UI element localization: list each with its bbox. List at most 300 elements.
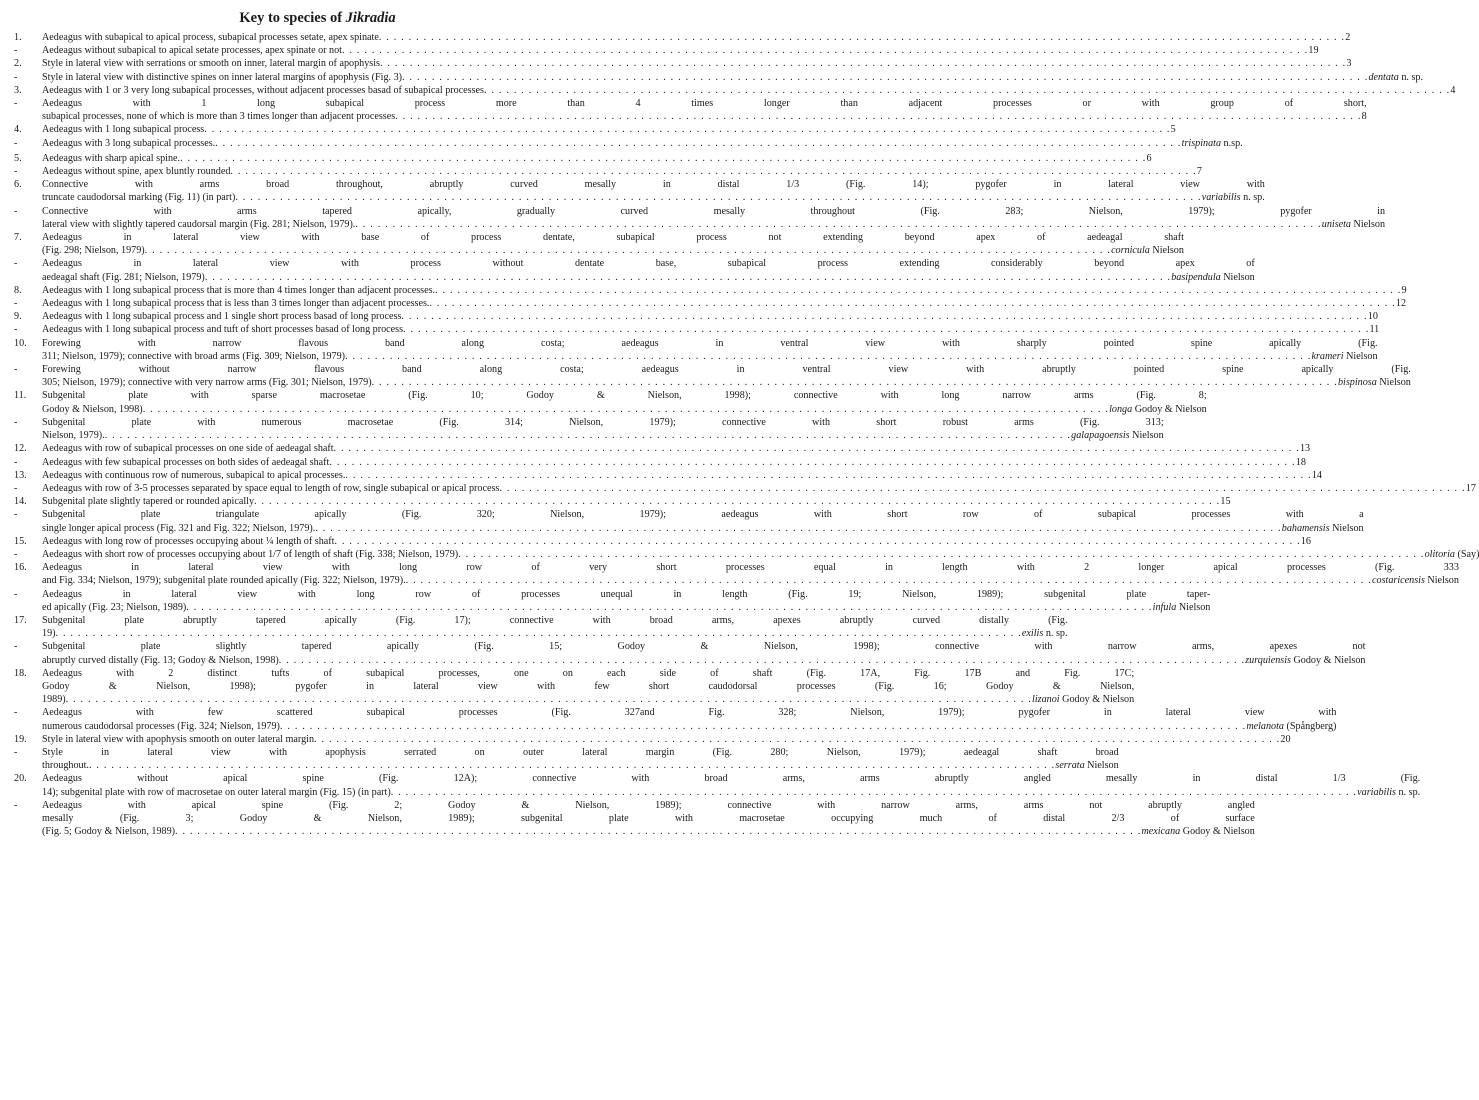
couplet-lead-number: 14 — [1311, 469, 1322, 481]
leader-dots — [342, 44, 1308, 57]
species-authority: Godoy & Nielson — [1180, 826, 1255, 838]
page-title — [14, 0, 621, 31]
key-couplet — [14, 588, 1211, 614]
key-couplet — [14, 508, 1364, 534]
couplet-text — [42, 310, 1378, 323]
couplet-line-text: and Fig. 334; Nielson, 1979); subgenital plate rounded apically (Fig. 322; Nielson, 1979). — [42, 575, 406, 587]
species-authority: Nielson — [1129, 430, 1164, 442]
couplet-number: 3. — [14, 84, 22, 96]
couplet-line-text: Aedeagus with 1 or 3 very long subapical processes, without adjacent processes basad of subapical processes — [42, 84, 484, 96]
couplet-last-line — [42, 57, 1351, 70]
couplet-number: 19. — [14, 733, 27, 745]
couplet-last-line — [42, 627, 1067, 640]
key-couplet — [14, 733, 1291, 746]
couplet-result — [1322, 218, 1385, 231]
couplet-line-text: throughout. — [42, 760, 89, 772]
species-name: olitoria — [1424, 548, 1455, 560]
couplet-text — [42, 561, 1459, 587]
couplet-number: - — [14, 71, 18, 83]
couplet-number: - — [14, 258, 18, 270]
couplet-text — [42, 297, 1406, 310]
couplet-result — [1357, 786, 1420, 799]
couplet-lead-number: 4 — [1450, 84, 1456, 96]
couplet-number: 16. — [14, 562, 27, 574]
couplet-lead-number: 2 — [1345, 32, 1351, 43]
couplet-last-line — [42, 693, 1134, 706]
leader-dots — [334, 535, 1300, 548]
species-authority: Nielson — [1351, 218, 1386, 230]
leader-dots — [143, 403, 1109, 416]
couplet-result — [1220, 495, 1230, 508]
couplet-line-text: Aedeagus with sharp apical spine. — [42, 152, 181, 164]
couplet-last-line — [42, 442, 1310, 455]
couplet-last-line — [42, 44, 1319, 57]
couplet-number: - — [14, 364, 18, 376]
couplet-text — [42, 323, 1379, 336]
couplet-result — [1146, 152, 1151, 165]
couplet-text — [42, 416, 1164, 442]
couplet-last-line — [42, 31, 1350, 44]
couplet-line-text: Aedeagus with row of subapical processes on one side of aedeagal shaft — [42, 443, 334, 455]
couplet-result — [1311, 350, 1377, 363]
couplet-last-line — [42, 71, 1423, 84]
couplet-text — [42, 495, 1231, 508]
species-name: dentata — [1368, 71, 1399, 83]
couplet-text — [42, 57, 1351, 70]
couplet-number: - — [14, 482, 18, 494]
leader-dots — [280, 720, 1246, 733]
couplet-line-text: Aedeagus with 1 long subapical process that is more than 4 times longer than adjacent processes. — [42, 284, 436, 296]
couplet-result — [1308, 44, 1318, 57]
couplet-lead-number: 8 — [1361, 111, 1367, 123]
key-couplet — [14, 535, 1311, 548]
couplet-result — [1369, 323, 1379, 336]
couplet-last-line — [42, 310, 1378, 323]
key-couplet — [14, 667, 1135, 707]
couplet-line: Forewing without narrow flavous band along costa; aedeagus in ventral view with abruptly pointed spine apically (Fig. — [42, 364, 1411, 376]
couplet-line-text: Aedeagus with subapical to apical process, subapical processes setate, apex spinate — [42, 32, 379, 43]
key-couplet — [14, 482, 1476, 495]
couplet-number: 17. — [14, 614, 27, 626]
couplet-line-text: 305; Nielson, 1979); connective with very narrow arms (Fig. 301; Nielson, 1979) — [42, 377, 372, 389]
couplet-last-line — [42, 165, 1202, 178]
couplet-line-text: subapical processes, none of which is more than 3 times longer than adjacent processes — [42, 111, 396, 123]
couplet-line: Connective with arms tapered apically, gradually curved mesally throughout (Fig. 283; Nielson, 1979); pygofer in — [42, 205, 1386, 217]
leader-dots — [458, 548, 1424, 561]
couplet-line-text: Aedeagus with short row of processes occupying about 1/7 of length of shaft (Fig. 338; Nielson, 1979) — [42, 548, 459, 560]
couplet-number: - — [14, 456, 18, 468]
couplet-result — [1032, 693, 1134, 706]
couplet-line-text: Subgenital plate slightly tapered or rounded apically — [42, 496, 255, 508]
leader-dots — [395, 110, 1361, 123]
couplet-result — [1171, 271, 1255, 284]
couplet-number: 4. — [14, 124, 22, 136]
couplet-text — [42, 389, 1207, 415]
key-couplet — [14, 97, 1367, 123]
couplet-result — [1245, 654, 1365, 667]
leader-dots — [215, 137, 1181, 150]
couplet-text — [42, 667, 1134, 707]
couplet-last-line — [42, 469, 1322, 482]
key-couplet — [14, 337, 1378, 363]
couplet-result — [1362, 110, 1367, 123]
couplet-line: Aedeagus with few scattered subapical processes (Fig. 327and Fig. 328; Nielson, 1979); pygofer in lateral view with — [42, 707, 1337, 719]
couplet-lead-number: 19 — [1308, 45, 1319, 57]
couplet-result — [1466, 482, 1476, 495]
couplet-result — [1296, 456, 1306, 469]
key-couplet — [14, 416, 1164, 442]
species-name: bispinosa — [1337, 377, 1377, 389]
leader-dots — [499, 482, 1465, 495]
leader-dots — [254, 495, 1220, 508]
couplet-last-line — [42, 825, 1255, 838]
species-name: cornicula — [1111, 245, 1150, 257]
couplet-number: 20. — [14, 773, 27, 785]
couplet-text — [42, 746, 1119, 772]
couplet-line-text: ed apically (Fig. 23; Nielson, 1989) — [42, 601, 187, 613]
couplet-result — [1055, 759, 1118, 772]
couplet-line: Subgenital plate slightly tapered apically (Fig. 15; Godoy & Nielson, 1998); connective with narrow arms, apexes not — [42, 641, 1366, 653]
couplet-lead-number: 11 — [1369, 324, 1380, 336]
leader-dots — [435, 284, 1401, 297]
couplet-line-text: truncate caudodorsal marking (Fig. 11) (in part) — [42, 192, 236, 204]
species-authority: Godoy & Nielson — [1059, 694, 1135, 706]
couplet-line-text: single longer apical process (Fig. 321 and Fig. 322; Nielson, 1979). — [42, 522, 316, 534]
couplet-number: - — [14, 166, 18, 178]
couplet-line: Style in lateral view with apophysis serrated on outer lateral margin (Fig. 280; Nielson, 1979); aedeagal shaft broad — [42, 746, 1119, 758]
leader-dots — [379, 31, 1345, 44]
couplet-line: Aedeagus in lateral view with long row of processes unequal in length (Fig. 19; Nielson, 1989); subgenital plate taper- — [42, 588, 1211, 600]
leader-dots — [329, 456, 1295, 469]
couplet-text — [42, 178, 1265, 204]
leader-dots — [429, 297, 1395, 310]
key-couplet — [14, 495, 1231, 508]
couplet-line: Aedeagus in lateral view with process without dentate base, subapical process extending considerably beyond apex of — [42, 258, 1255, 270]
species-name: exilis — [1021, 628, 1044, 640]
key-couplet — [14, 137, 1243, 150]
couplet-line: Godoy & Nielson, 1998); pygofer in lateral view with few short caudodorsal processes (Fig. 16; Godoy & Nielson, — [42, 680, 1135, 692]
couplet-line-text: aedeagal shaft (Fig. 281; Nielson, 1979) — [42, 271, 205, 283]
species-authority: Nielson — [1376, 377, 1411, 389]
title-genus: Jikradia — [345, 10, 396, 26]
key-couplet — [14, 323, 1380, 336]
couplet-last-line — [42, 218, 1385, 231]
couplet-number: 5. — [14, 152, 22, 164]
couplet-result — [1280, 733, 1290, 746]
couplet-lead-number: 18 — [1295, 456, 1306, 468]
couplet-lead-number: 7 — [1196, 166, 1202, 178]
species-authority: (Spångberg) — [1284, 720, 1337, 732]
couplet-number: 12. — [14, 443, 27, 455]
key-couplet — [14, 799, 1255, 839]
couplet-lead-number: 15 — [1220, 496, 1231, 508]
couplet-last-line — [42, 548, 1479, 561]
couplet-last-line — [42, 84, 1455, 97]
key-couplet — [14, 442, 1311, 455]
key-couplet — [14, 561, 1459, 587]
couplet-text — [42, 257, 1255, 283]
couplet-line-text: (Fig. 5; Godoy & Nielson, 1989) — [42, 826, 176, 838]
couplet-text — [42, 456, 1306, 469]
leader-dots — [403, 323, 1369, 336]
species-authority: n. sp. — [1043, 628, 1068, 640]
species-name: uniseta — [1321, 218, 1351, 230]
couplet-line-text: Aedeagus with row of 3-5 processes separated by space equal to length of row, single subapical or apical process — [42, 482, 500, 494]
couplet-text — [42, 588, 1210, 614]
couplet-lead-number: 5 — [1170, 124, 1176, 136]
couplet-number: - — [14, 548, 18, 560]
couplet-result — [1402, 284, 1407, 297]
key-couplet — [14, 469, 1322, 482]
couplet-last-line — [42, 495, 1231, 508]
couplet-text — [42, 733, 1291, 746]
couplet-line-text: Aedeagus with long row of processes occupying about ¼ length of shaft — [42, 535, 335, 547]
couplet-last-line — [42, 110, 1367, 123]
couplet-result — [1071, 429, 1164, 442]
couplet-result — [1197, 165, 1202, 178]
species-name: basipendula — [1171, 271, 1221, 283]
couplet-line-text: Aedeagus without subapical to apical setate processes, apex spinate or not — [42, 45, 342, 57]
leader-dots — [380, 57, 1346, 70]
species-name: galapagoensis — [1071, 430, 1130, 442]
couplet-line-text: 311; Nielson, 1979); connective with broad arms (Fig. 309; Nielson, 1979) — [42, 350, 346, 362]
couplet-result — [1246, 720, 1336, 733]
couplet-result — [1372, 574, 1459, 587]
couplet-lead-number: 16 — [1300, 535, 1311, 547]
couplet-line-text: Nielson, 1979). — [42, 430, 105, 442]
species-name: zurquiensis — [1245, 654, 1291, 666]
couplet-number: 18. — [14, 667, 27, 679]
couplet-line-text: numerous caudodorsal processes (Fig. 324; Nielson, 1979) — [42, 720, 280, 732]
species-authority: Nielson — [1424, 575, 1459, 587]
couplet-lead-number: 13 — [1299, 443, 1311, 455]
couplet-line: Subgenital plate triangulate apically (Fig. 320; Nielson, 1979); aedeagus with short row of subapical processes with a — [42, 509, 1364, 521]
couplet-last-line — [42, 297, 1406, 310]
leader-dots — [105, 429, 1071, 442]
key-couplet — [14, 205, 1386, 231]
key-couplet — [14, 31, 1351, 44]
couplet-text — [42, 123, 1176, 136]
species-authority: Godoy & Nielson — [1290, 654, 1366, 666]
couplet-line-text: abruptly curved distally (Fig. 13; Godoy & Nielson, 1998) — [42, 654, 279, 666]
couplet-result — [1396, 297, 1406, 310]
couplet-line-text: Style in lateral view with apophysis smooth on outer lateral margin — [42, 733, 315, 745]
couplet-result — [1171, 123, 1176, 136]
species-name: longa — [1109, 403, 1133, 415]
couplet-text — [42, 799, 1255, 839]
couplet-last-line — [42, 429, 1164, 442]
couplet-text — [42, 442, 1310, 455]
species-name: serrata — [1055, 760, 1085, 772]
couplet-text — [42, 535, 1311, 548]
leader-dots — [279, 654, 1245, 667]
couplet-result — [1141, 825, 1254, 838]
key-couplet — [14, 706, 1337, 732]
leader-dots — [345, 469, 1311, 482]
couplet-number: 2. — [14, 58, 22, 70]
leader-dots — [204, 123, 1170, 136]
couplet-line: mesally (Fig. 3; Godoy & Nielson, 1989); subgenital plate with macrosetae occupying much of distal 2/3 of surface — [42, 812, 1255, 824]
couplet-line: Aedeagus in lateral view with base of process dentate, subapical process not extending beyond apex of aedeagal shaft — [42, 232, 1184, 244]
couplet-last-line — [42, 403, 1207, 416]
couplet-text — [42, 205, 1385, 231]
couplet-number: - — [14, 746, 18, 758]
couplet-number: 8. — [14, 284, 22, 296]
key-couplet — [14, 178, 1265, 204]
species-authority: Nielson — [1343, 350, 1378, 362]
couplet-line-text: Aedeagus with 1 long subapical process and 1 single short process basad of long process — [42, 311, 402, 323]
species-name: variabilis — [1357, 786, 1396, 798]
key-couplet — [14, 257, 1255, 283]
key-couplet — [14, 57, 1352, 70]
species-authority: n. sp. — [1395, 786, 1421, 798]
couplet-line-text: 19) — [42, 628, 56, 640]
couplet-lead-number: 10 — [1367, 311, 1378, 323]
couplet-result — [1022, 627, 1068, 640]
leader-dots — [205, 271, 1171, 284]
couplet-line: Aedeagus with 2 distinct tufts of subapical processes, one on each side of shaft (Fig. 17A, Fig. 17B and Fig. 17C; — [42, 667, 1135, 679]
couplet-line: Aedeagus without apical spine (Fig. 12A); connective with broad arms, arms abruptly angled mesally in distal 1/3 (Fig. — [42, 773, 1421, 785]
species-name: infula — [1152, 601, 1177, 613]
species-authority: Nielson — [1176, 601, 1211, 613]
couplet-last-line — [42, 535, 1311, 548]
species-name: krameri — [1311, 350, 1344, 362]
key-couplet — [14, 640, 1366, 666]
couplet-number: - — [14, 707, 18, 719]
couplet-text — [42, 165, 1202, 178]
species-name: mexicana — [1141, 826, 1181, 838]
leader-dots — [145, 244, 1111, 257]
couplet-last-line — [42, 574, 1459, 587]
species-authority: n.sp. — [1221, 137, 1243, 149]
couplet-line-text: Style in lateral view with distinctive spines on inner lateral margins of apophysis (Fig. 3) — [42, 71, 403, 83]
couplet-last-line — [42, 271, 1255, 284]
species-authority: Nielson — [1149, 245, 1184, 257]
couplet-last-line — [42, 323, 1379, 336]
species-authority: Nielson — [1329, 522, 1364, 534]
couplet-text — [42, 482, 1476, 495]
couplet-last-line — [42, 733, 1291, 746]
couplet-number: - — [14, 324, 18, 336]
leader-dots — [334, 442, 1300, 455]
couplet-text — [42, 31, 1350, 44]
couplet-last-line — [42, 137, 1243, 150]
couplet-number: - — [14, 205, 18, 217]
couplet-line-text: 14); subgenital plate with row of macrosetae on outer lateral margin (Fig. 15) (in part) — [42, 786, 391, 798]
leader-dots — [484, 84, 1450, 97]
key-couplet — [14, 389, 1207, 415]
couplet-line-text: 1989) — [42, 694, 66, 706]
couplet-text — [42, 706, 1336, 732]
couplet-result — [1109, 403, 1207, 416]
couplet-number: - — [14, 98, 18, 110]
couplet-result — [1312, 469, 1322, 482]
couplet-text — [42, 469, 1322, 482]
leader-dots — [180, 152, 1146, 165]
couplet-last-line — [42, 191, 1265, 204]
couplet-result — [1450, 84, 1455, 97]
key-couplet — [14, 363, 1411, 389]
couplet-line-text: Style in lateral view with serrations or smooth on inner, lateral margin of apophysis — [42, 58, 380, 70]
couplet-lead-number: 20 — [1280, 733, 1291, 745]
couplet-text — [42, 137, 1243, 150]
species-authority: (Say) — [1454, 548, 1479, 560]
couplet-result — [1346, 57, 1351, 70]
couplet-result — [1182, 137, 1243, 150]
couplet-text — [42, 152, 1152, 165]
couplet-result — [1301, 535, 1311, 548]
couplet-last-line — [42, 376, 1411, 389]
title-prefix: Key to species of — [239, 10, 346, 26]
species-authority: Nielson — [1084, 760, 1119, 772]
couplet-number: - — [14, 45, 18, 57]
couplet-last-line — [42, 482, 1476, 495]
couplet-number: 13. — [14, 469, 27, 481]
couplet-result — [1300, 442, 1310, 455]
couplet-line-text: Aedeagus with 1 long subapical process and tuft of short processes basad of long process — [42, 324, 404, 336]
couplet-number: - — [14, 137, 18, 149]
leader-dots — [372, 376, 1338, 389]
couplet-line-text: Aedeagus with 1 long subapical process that is less than 3 times longer than adjacent processes. — [42, 298, 430, 310]
couplet-number: 7. — [14, 232, 22, 244]
leader-dots — [391, 786, 1357, 799]
couplet-line-text: Aedeagus without spine, apex bluntly rounded — [42, 166, 231, 178]
couplet-text — [42, 44, 1319, 57]
key-couplet — [14, 165, 1202, 178]
couplet-number: 1. — [14, 32, 22, 43]
couplet-line: Aedeagus in lateral view with long row of very short processes equal in length with 2 longer apical processes (Fig. 333 — [42, 562, 1459, 574]
key-couplet — [14, 231, 1184, 257]
couplet-text — [42, 84, 1455, 97]
couplet-lead-number: 17 — [1465, 482, 1476, 494]
couplet-number: - — [14, 509, 18, 521]
species-name: bahamensis — [1281, 522, 1330, 534]
couplet-number: 14. — [14, 496, 27, 508]
key-couplet — [14, 71, 1424, 84]
key-couplet — [14, 310, 1378, 323]
couplet-line: Subgenital plate abruptly tapered apically (Fig. 17); connective with broad arms, apexes abruptly curved distally (Fig. — [42, 614, 1068, 626]
couplet-text — [42, 97, 1367, 123]
key-couplet — [14, 123, 1176, 136]
species-authority: n. sp. — [1240, 192, 1265, 204]
couplet-line: Forewing with narrow flavous band along costa; aedeagus in ventral view with sharply pointed spine apically (Fig. — [42, 337, 1378, 349]
key-couplet — [14, 84, 1456, 97]
species-name: melanota — [1246, 720, 1284, 732]
couplet-number: 11. — [14, 390, 27, 402]
couplet-line-text: lateral view with slightly tapered caudorsal margin (Fig. 281; Nielson, 1979). — [42, 218, 356, 230]
couplet-lead-number: 3 — [1346, 58, 1352, 70]
couplet-line-text: Godoy & Nielson, 1998) — [42, 403, 143, 415]
couplet-line-text: Aedeagus with 3 long subapical processes. — [42, 137, 216, 149]
couplet-text — [42, 548, 1479, 561]
couplet-line: Connective with arms broad throughout, abruptly curved mesally in distal 1/3 (Fig. 14); pygofer in lateral view with — [42, 179, 1265, 191]
leader-dots — [66, 693, 1032, 706]
couplet-result — [1282, 522, 1364, 535]
couplet-lead-number: 6 — [1146, 152, 1152, 164]
couplet-last-line — [42, 601, 1210, 614]
couplet-line-text: Aedeagus with continuous row of numerous, subapical to apical processes. — [42, 469, 346, 481]
couplet-number: 9. — [14, 311, 22, 323]
couplet-lead-number: 12 — [1395, 298, 1406, 310]
couplet-text — [42, 772, 1420, 798]
couplet-result — [1345, 31, 1350, 44]
couplet-result — [1111, 244, 1184, 257]
couplet-number: 10. — [14, 337, 27, 349]
couplet-text — [42, 231, 1184, 257]
species-authority: Nielson — [1220, 271, 1255, 283]
leader-dots — [355, 218, 1321, 231]
couplet-text — [42, 640, 1366, 666]
